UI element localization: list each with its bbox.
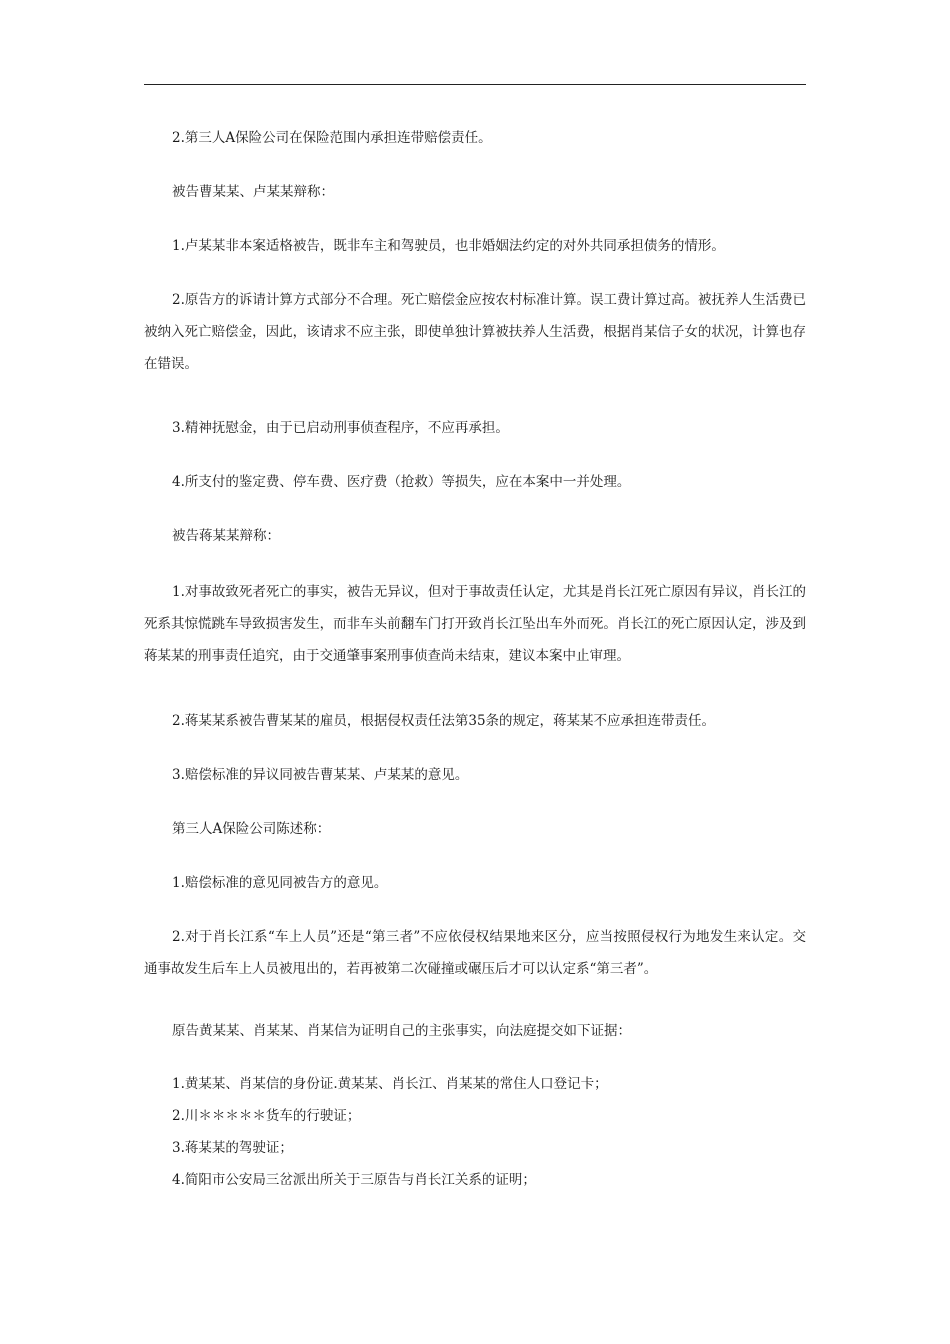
- paragraph-jiang-point-3: 3.赔偿标准的异议同被告曹某某、卢某某的意见。: [172, 767, 469, 783]
- evidence-item-4: 4.简阳市公安局三岔派出所关于三原告与肖长江关系的证明；: [172, 1172, 536, 1188]
- paragraph-insurer-statement-heading: 第三人A保险公司陈述称：: [172, 821, 331, 837]
- paragraph-insurer-liability: 2.第三人A保险公司在保险范围内承担连带赔偿责任。: [172, 130, 492, 146]
- evidence-item-3: 3.蒋某某的驾驶证；: [172, 1140, 293, 1156]
- evidence-item-2: 2.川＊＊＊＊＊货车的行驶证；: [172, 1108, 361, 1124]
- paragraph-cao-lu-point-2: 2.原告方的诉请计算方式部分不合理。死亡赔偿金应按农村标准计算。误工费计算过高。被抚养人生活费已被纳入死亡赔偿金，因此，该请求不应主张，即使单独计算被扶养人生活费，根据肖某信子女的状况，计算也存在错误。: [144, 292, 806, 372]
- paragraph-cao-lu-point-4: 4.所支付的鉴定费、停车费、医疗费（抢救）等损失，应在本案中一并处理。: [172, 474, 631, 490]
- paragraph-cao-lu-point-3: 3.精神抚慰金，由于已启动刑事侦查程序，不应再承担。: [172, 420, 509, 436]
- evidence-item-1: 1.黄某某、肖某信的身份证.黄某某、肖长江、肖某某的常住人口登记卡；: [172, 1076, 608, 1092]
- paragraph-plaintiffs-evidence-heading: 原告黄某某、肖某某、肖某信为证明自己的主张事实，向法庭提交如下证据：: [172, 1023, 631, 1039]
- paragraph-insurer-point-2: 2.对于肖长江系“车上人员”还是“第三者”不应依侵权结果地来区分，应当按照侵权行为地发生来认定。交通事故发生后车上人员被甩出的，若再被第二次碰撞或碾压后才可以认定系“第三者”。: [144, 929, 806, 977]
- paragraph-jiang-point-1: 1.对事故致死者死亡的事实，被告无异议，但对于事故责任认定，尤其是肖长江死亡原因有异议，肖长江的死系其惊慌跳车导致损害发生，而非车头前翻车门打开致肖长江坠出车外而死。肖长江的死亡原因认定，涉及到蒋某某的刑事责任追究，由于交通肇事案刑事侦查尚未结束，建议本案中止审理。: [144, 584, 806, 664]
- paragraph-defendants-cao-lu-heading: 被告曹某某、卢某某辩称：: [172, 184, 334, 200]
- paragraph-jiang-point-2: 2.蒋某某系被告曹某某的雇员，根据侵权责任法第35条的规定，蒋某某不应承担连带责任。: [172, 713, 716, 729]
- paragraph-insurer-point-1: 1.赔偿标准的意见同被告方的意见。: [172, 875, 388, 891]
- paragraph-defendant-jiang-heading: 被告蒋某某辩称：: [172, 528, 280, 544]
- paragraph-cao-lu-point-1: 1.卢某某非本案适格被告，既非车主和驾驶员，也非婚姻法约定的对外共同承担债务的情形。: [172, 238, 725, 254]
- header-rule: [144, 84, 806, 85]
